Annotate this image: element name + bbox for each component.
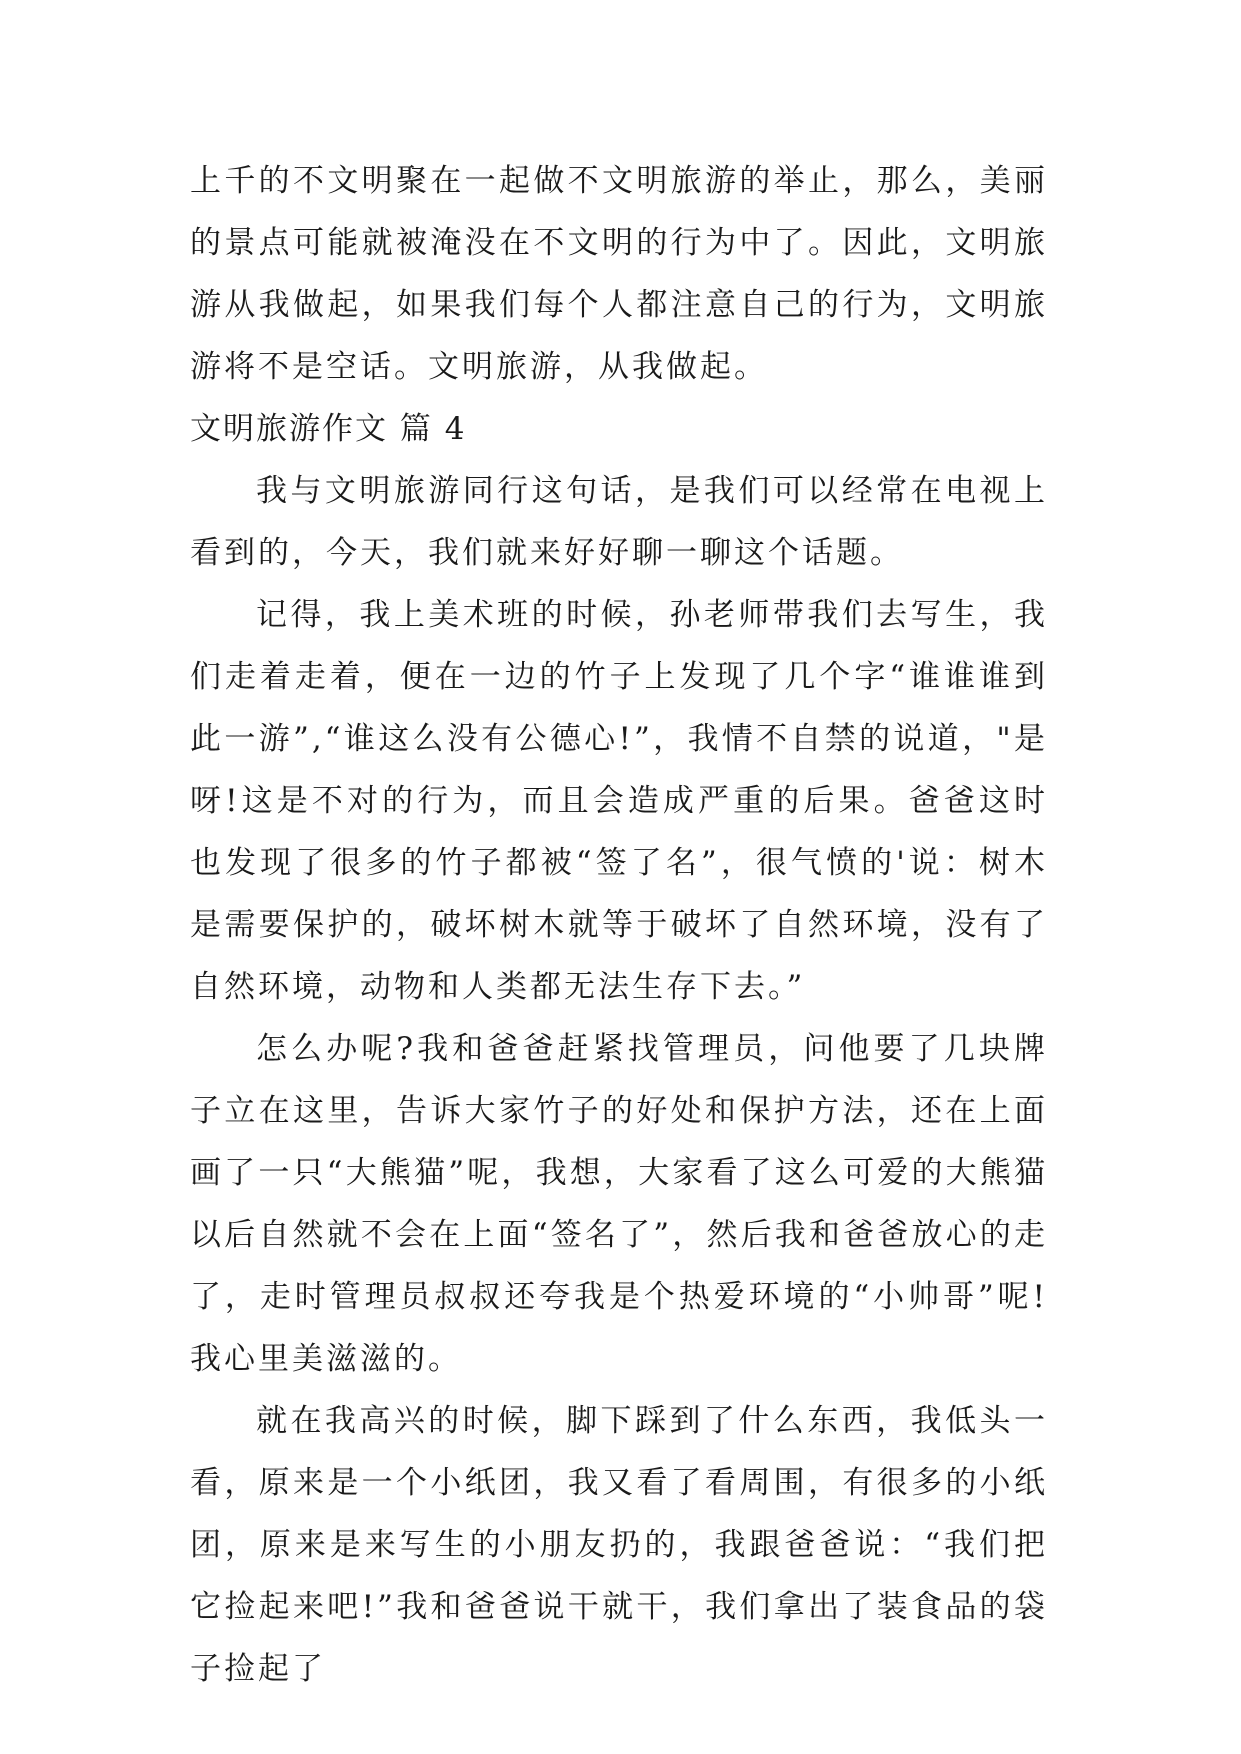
body-paragraph: 记得，我上美术班的时候，孙老师带我们去写生，我们走着走着，便在一边的竹子上发现了几个字“谁谁谁到此一游”,“谁这么没有公德心!”，我情不自禁的说道，"是呀!这是不对的行为，而且会造成严重的后果。爸爸这时也发现了很多的竹子都被“签了名”，很气愤的'说：树木是需要保护的，破坏树木就等于破坏了自然环境，没有了自然环境，动物和人类都无法生存下去。” (190, 597, 1048, 1005)
continued-paragraph: 上千的不文明聚在一起做不文明旅游的举止，那么，美丽的景点可能就被淹没在不文明的行为中了。因此，文明旅游从我做起，如果我们每个人都注意自己的行为，文明旅游将不是空话。文明旅游，从我做起。 (190, 163, 1048, 385)
body-paragraph: 我与文明旅游同行这句话，是我们可以经常在电视上看到的，今天，我们就来好好聊一聊这个话题。 (190, 473, 1048, 571)
body-paragraph: 怎么办呢?我和爸爸赶紧找管理员，问他要了几块牌子立在这里，告诉大家竹子的好处和保护方法，还在上面画了一只“大熊猫”呢，我想，大家看了这么可爱的大熊猫以后自然就不会在上面“签名了”，然后我和爸爸放心的走了，走时管理员叔叔还夸我是个热爱环境的“小帅哥”呢!我心里美滋滋的。 (190, 1031, 1048, 1377)
body-paragraph: 就在我高兴的时候，脚下踩到了什么东西，我低头一看，原来是一个小纸团，我又看了看周围，有很多的小纸团，原来是来写生的小朋友扔的，我跟爸爸说：“我们把它捡起来吧!”我和爸爸说干就干，我们拿出了装食品的袋子捡起了 (190, 1403, 1048, 1687)
section-heading: 文明旅游作文 篇 4 (190, 411, 467, 447)
document-page (190, 150, 1048, 1700)
